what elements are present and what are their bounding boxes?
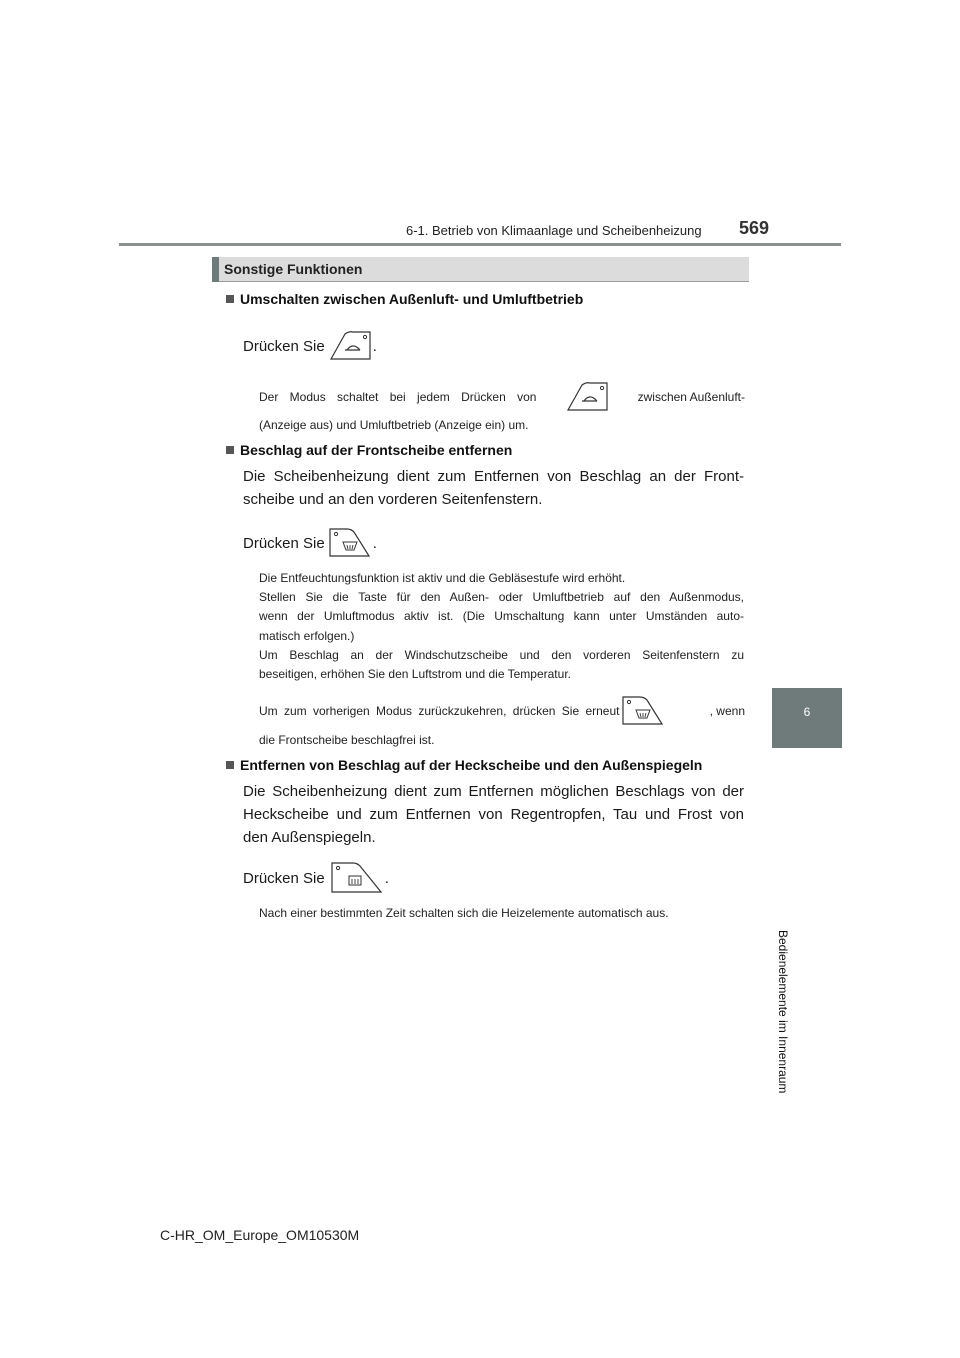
desc-windshield-line1: Die Scheibenheizung dient zum Entfernen von Beschlag an der Front- (243, 468, 744, 485)
running-header: 6-1. Betrieb von Klimaanlage und Scheibenheizung (406, 223, 702, 238)
heading-recirculation: Umschalten zwischen Außenluft- und Umluftbetrieb (226, 291, 583, 307)
recirculation-button-icon (327, 331, 373, 361)
press-line-recirculation: Drücken Sie . (243, 331, 377, 361)
note-windshield-6: beseitigen, erhöhen Sie den Luftstrom und die Temperatur. (259, 667, 571, 681)
desc-rear-line2: Heckscheibe und zum Entfernen von Regentropfen, Tau und Frost von (243, 806, 744, 823)
document-id: C-HR_OM_Europe_OM10530M (160, 1227, 360, 1243)
note-windshield-5: Um Beschlag an der Windschutzscheibe und den vorderen Seitenfenstern zu (259, 648, 744, 662)
note-recirculation-line2: (Anzeige aus) und Umluftbetrieb (Anzeige ein) um. (259, 418, 529, 432)
chapter-number: 6 (803, 705, 811, 719)
page-number: 569 (739, 218, 770, 238)
bullet-square-icon (226, 446, 234, 454)
desc-windshield-line2: scheibe und an den vorderen Seitenfenstern. (243, 491, 543, 508)
note-windshield-return: Um zum vorherigen Modus zurückzukehren, drücken Sie erneut , wenn (259, 696, 745, 726)
press-line-windshield: Drücken Sie . (243, 528, 377, 558)
note-windshield-2: Stellen Sie die Taste für den Außen- oder Umluftbetrieb auf den Außenmodus, (259, 590, 744, 604)
heading-windshield-defog: Beschlag auf der Frontscheibe entfernen (226, 442, 512, 458)
section-title: Sonstige Funktionen (224, 261, 363, 277)
note-rear: Nach einer bestimmten Zeit schalten sich die Heizelemente automatisch aus. (259, 906, 669, 920)
note-windshield-return-line2: die Frontscheibe beschlagfrei ist. (259, 733, 435, 747)
recirculation-button-icon (564, 382, 610, 412)
note-recirculation: Der Modus schaltet bei jedem Drücken von zwischen Außenluft- (259, 382, 745, 412)
bullet-square-icon (226, 761, 234, 769)
note-windshield-1: Die Entfeuchtungsfunktion ist aktiv und die Gebläsestufe wird erhöht. (259, 571, 626, 585)
bullet-square-icon (226, 295, 234, 303)
heading-rear-defog: Entfernen von Beschlag auf der Heckscheibe und den Außenspiegeln (226, 757, 702, 773)
front-defroster-button-icon (327, 528, 373, 558)
rear-defogger-button-icon (329, 862, 385, 894)
note-windshield-4: matisch erfolgen.) (259, 629, 355, 643)
front-defroster-button-icon (620, 696, 666, 726)
header-rule (119, 243, 841, 246)
chapter-label: Bedienelemente im Innenraum (776, 930, 790, 1094)
press-line-rear: Drücken Sie . (243, 862, 389, 894)
desc-rear-line3: den Außenspiegeln. (243, 829, 376, 846)
note-windshield-3: wenn der Umluftmodus aktiv ist. (Die Umschaltung kann unter Umständen auto- (259, 609, 744, 623)
desc-rear-line1: Die Scheibenheizung dient zum Entfernen möglichen Beschlags von der (243, 783, 744, 800)
section-bar (212, 257, 219, 282)
